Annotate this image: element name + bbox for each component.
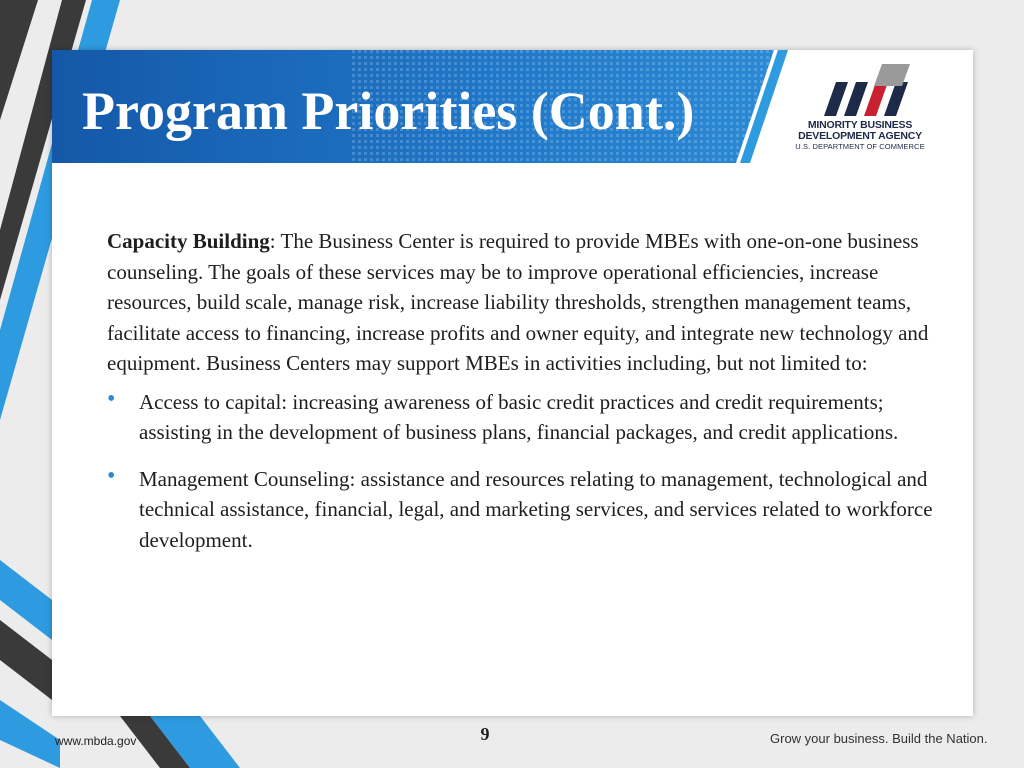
bullet-item xyxy=(107,387,957,448)
bullet-icon: • xyxy=(107,385,116,412)
mbda-logo-icon xyxy=(822,64,912,120)
intro-paragraph xyxy=(107,226,957,379)
bullet-text: Management Counseling: assistance and resources relating to management, technological and technical assistance, financial, legal, and marketing services, and services related to workforce development. xyxy=(139,466,933,552)
footer-tagline: Grow your business. Build the Nation. xyxy=(770,731,988,746)
bullet-list xyxy=(107,387,957,556)
logo-line-2: DEVELOPMENT AGENCY xyxy=(798,130,922,142)
intro-lead: Capacity Building xyxy=(107,229,270,253)
bullet-icon: • xyxy=(107,462,116,489)
logo-line-1: MINORITY BUSINESS xyxy=(807,119,913,131)
logo-line-3: U.S. DEPARTMENT OF COMMERCE xyxy=(795,142,925,151)
page-number: 9 xyxy=(480,724,490,744)
slide-body xyxy=(107,226,957,571)
footer-url: www.mbda.gov xyxy=(55,734,137,748)
bullet-text: Access to capital: increasing awareness of basic credit practices and credit requirements; assisting in the development of business plans, financial packages, and credit applications. xyxy=(139,389,899,444)
slide-title: Program Priorities (Cont.) xyxy=(82,81,695,141)
intro-text: : The Business Center is required to provide MBEs with one-on-one business counseling. The goals of these services may be to improve operational efficiencies, increase resources, build scale, manage risk, increase liability thresholds, strengthen management teams, facilitate access to financing, increase profits and owner equity, and integrate new technology and equipment. Business Centers may support MBEs in activities including, but not limited to: xyxy=(107,229,929,375)
bullet-item xyxy=(107,464,957,556)
mbda-logo xyxy=(790,60,930,154)
